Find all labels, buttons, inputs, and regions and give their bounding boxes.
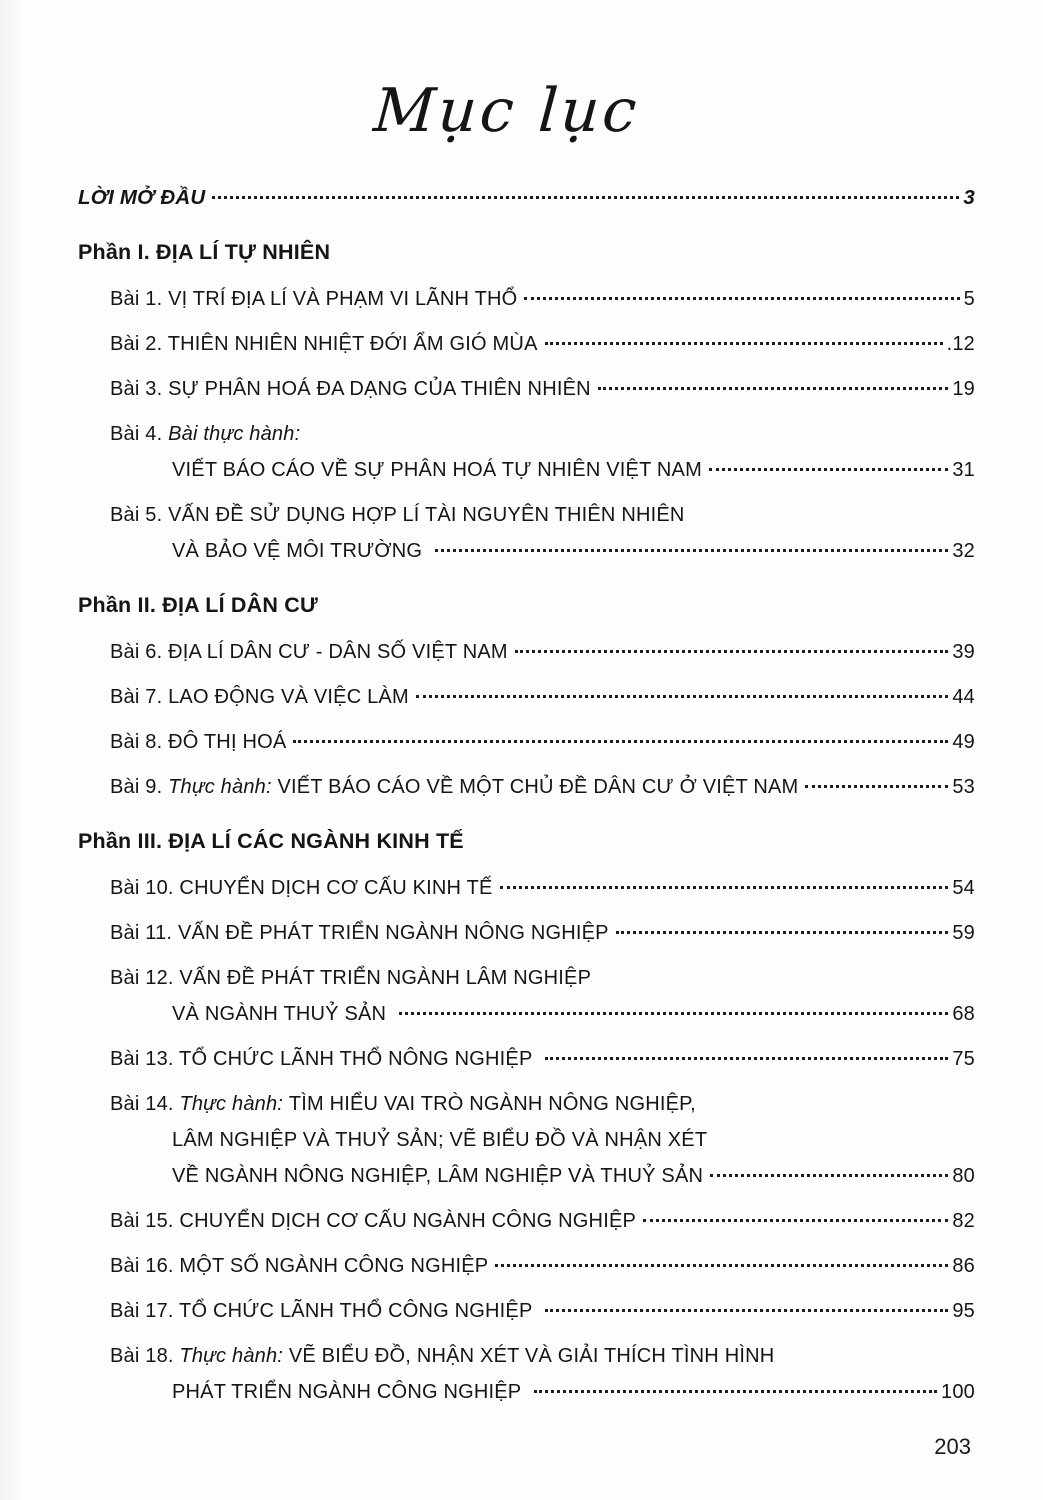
toc-entry [110,960,975,1032]
toc-text: Thực hành: [168,776,272,798]
toc-text: VÀ NGÀNH THUỶ SẢN [172,1003,392,1025]
toc-text: VẼ BIỂU ĐỒ, NHẬN XÉT VÀ GIẢI THÍCH TÌNH HÌNH [283,1345,775,1367]
toc-entry-page-number: 32 [952,540,975,562]
section-heading: Phần III. ĐỊA LÍ CÁC NGÀNH KINH TẾ [78,829,464,853]
toc-entry [110,1248,975,1284]
toc-entry-page-number: 31 [952,459,975,481]
toc-text: Bài 9. [110,776,169,798]
toc-text: Bài 11. VẤN ĐỀ PHÁT TRIỂN NGÀNH NÔNG NGHIỆP [110,922,609,944]
toc-line [110,533,975,569]
toc-line [110,1122,975,1158]
toc-entry [110,326,975,362]
toc-text: Bài 8. ĐÔ THỊ HOÁ [110,731,287,753]
dot-leader [435,549,948,552]
dot-leader [534,1390,937,1393]
toc-entry [110,1293,975,1329]
toc-line [110,1248,975,1284]
toc-text: Bài 7. LAO ĐỘNG VÀ VIỆC LÀM [110,686,409,708]
dot-leader [545,342,943,345]
toc-text: Thực hành: [179,1093,284,1115]
toc-text: VIẾT BÁO CÁO VỀ SỰ PHÂN HOÁ TỰ NHIÊN VIỆT NAM [172,459,702,481]
toc-entry [110,724,975,760]
toc-line [110,1293,975,1329]
toc-entry-page-number: 95 [952,1300,975,1322]
dot-leader [616,931,949,934]
dot-leader [524,297,959,300]
toc-text: VÀ BẢO VỆ MÔI TRƯỜNG [172,540,428,562]
toc-text: LỜI MỞ ĐẦU [78,186,206,209]
toc-line [110,416,975,452]
toc-text: Bài 14. [110,1093,180,1115]
toc-text: Bài 10. CHUYỂN DỊCH CƠ CẤU KINH TẾ [110,877,493,899]
toc-line [110,326,975,362]
toc-entry-page-number: 75 [952,1048,975,1070]
toc-entry [110,870,975,906]
toc-entry-page-number: 82 [952,1210,975,1232]
toc-text: Bài 3. SỰ PHÂN HOÁ ĐA DẠNG CỦA THIÊN NHIÊN [110,378,591,400]
dot-leader [545,1057,948,1060]
toc-text: VỀ NGÀNH NÔNG NGHIỆP, LÂM NGHIỆP VÀ THUỶ SẢN [172,1165,704,1187]
toc-line [110,371,975,407]
toc-entry [110,281,975,317]
toc-entry [110,769,975,805]
toc-line [110,960,975,996]
dot-leader [495,1264,948,1267]
toc-entry-page-number: 53 [952,776,975,798]
toc-entry-page-number: 5 [963,288,975,310]
toc-line [110,634,975,670]
toc-entry-page-number: 39 [952,641,975,663]
dot-leader [500,886,949,889]
toc-entry-page-number: 3 [963,186,975,209]
toc-line [110,1338,975,1374]
toc-entry-page-number: 68 [952,1003,975,1025]
toc-line [110,1086,975,1122]
dot-leader [545,1309,948,1312]
toc-line [110,1158,975,1194]
toc-line [110,724,975,760]
toc-entry-page-number: .12 [946,333,975,355]
toc-entry [110,1086,975,1194]
toc-text: PHÁT TRIỂN NGÀNH CÔNG NGHIỆP [172,1381,527,1403]
dot-leader [643,1219,948,1222]
toc-line [110,452,975,488]
toc-entry [110,1338,975,1410]
toc-entry-page-number: 19 [952,378,975,400]
dot-leader [709,468,948,471]
dot-leader [399,1012,948,1015]
toc-line [110,1041,975,1077]
dot-leader [416,695,949,698]
toc-text: Bài 18. [110,1345,180,1367]
toc-entry-page-number: 49 [952,731,975,753]
toc-entry [110,1203,975,1239]
toc-text: VIẾT BÁO CÁO VỀ MỘT CHỦ ĐỀ DÂN CƯ Ở VIỆT NAM [271,776,799,798]
toc-text: Bài 2. THIÊN NHIÊN NHIỆT ĐỚI ẨM GIÓ MÙA [110,333,538,355]
section-heading: Phần I. ĐỊA LÍ TỰ NHIÊN [78,240,331,264]
toc-entry [110,915,975,951]
toc-line [110,281,975,317]
toc-text: Bài thực hành: [168,423,301,445]
toc-text: Bài 16. MỘT SỐ NGÀNH CÔNG NGHIỆP [110,1255,489,1277]
toc-entry-page-number: 86 [952,1255,975,1277]
toc-line [78,180,975,216]
toc-entry-page-number: 59 [952,922,975,944]
toc-text: Bài 15. CHUYỂN DỊCH CƠ CẤU NGÀNH CÔNG NGHIỆP [110,1210,637,1232]
toc-line [110,679,975,715]
toc-text: Thực hành: [179,1345,284,1367]
toc-text: Bài 6. ĐỊA LÍ DÂN CƯ - DÂN SỐ VIỆT NAM [110,641,508,663]
toc-text: Bài 17. TỔ CHỨC LÃNH THỔ CÔNG NGHIỆP [110,1300,538,1322]
toc-entry-page-number: 100 [941,1381,975,1403]
toc-text: Bài 4. [110,423,169,445]
dot-leader [212,196,959,199]
toc-line [110,1203,975,1239]
toc-entry [110,371,975,407]
toc-line [110,1374,975,1410]
toc-entry-page-number: 44 [952,686,975,708]
page-number: 203 [934,1434,971,1459]
toc-text: TÌM HIỂU VAI TRÒ NGÀNH NÔNG NGHIỆP, [283,1093,696,1115]
toc-text: Bài 13. TỔ CHỨC LÃNH THỔ NÔNG NGHIỆP [110,1048,538,1070]
toc-entry [78,180,975,216]
dot-leader [515,650,949,653]
dot-leader [598,387,949,390]
page-title: Mục lục [371,76,642,146]
toc-entry-page-number: 54 [952,877,975,899]
toc-list [78,180,975,1410]
toc-text: Bài 5. VẤN ĐỀ SỬ DỤNG HỢP LÍ TÀI NGUYÊN THIÊN NHIÊN [110,504,685,526]
toc-entry [110,634,975,670]
dot-leader [710,1174,948,1177]
dot-leader [293,740,948,743]
toc-text: LÂM NGHIỆP VÀ THUỶ SẢN; VẼ BIỂU ĐỒ VÀ NHẬN XÉT [172,1129,708,1151]
toc-line [110,870,975,906]
toc-line [110,769,975,805]
toc-text: Bài 1. VỊ TRÍ ĐỊA LÍ VÀ PHẠM VI LÃNH THỔ [110,288,518,310]
toc-entry [110,1041,975,1077]
toc-text: Bài 12. VẤN ĐỀ PHÁT TRIỂN NGÀNH LÂM NGHIỆP [110,967,592,989]
section-heading: Phần II. ĐỊA LÍ DÂN CƯ [78,593,319,617]
toc-entry [110,679,975,715]
toc-line [110,497,975,533]
dot-leader [805,785,948,788]
toc-entry-page-number: 80 [952,1165,975,1187]
toc-entry [110,416,975,488]
toc-entry [110,497,975,569]
toc-line [110,996,975,1032]
toc-line [110,915,975,951]
